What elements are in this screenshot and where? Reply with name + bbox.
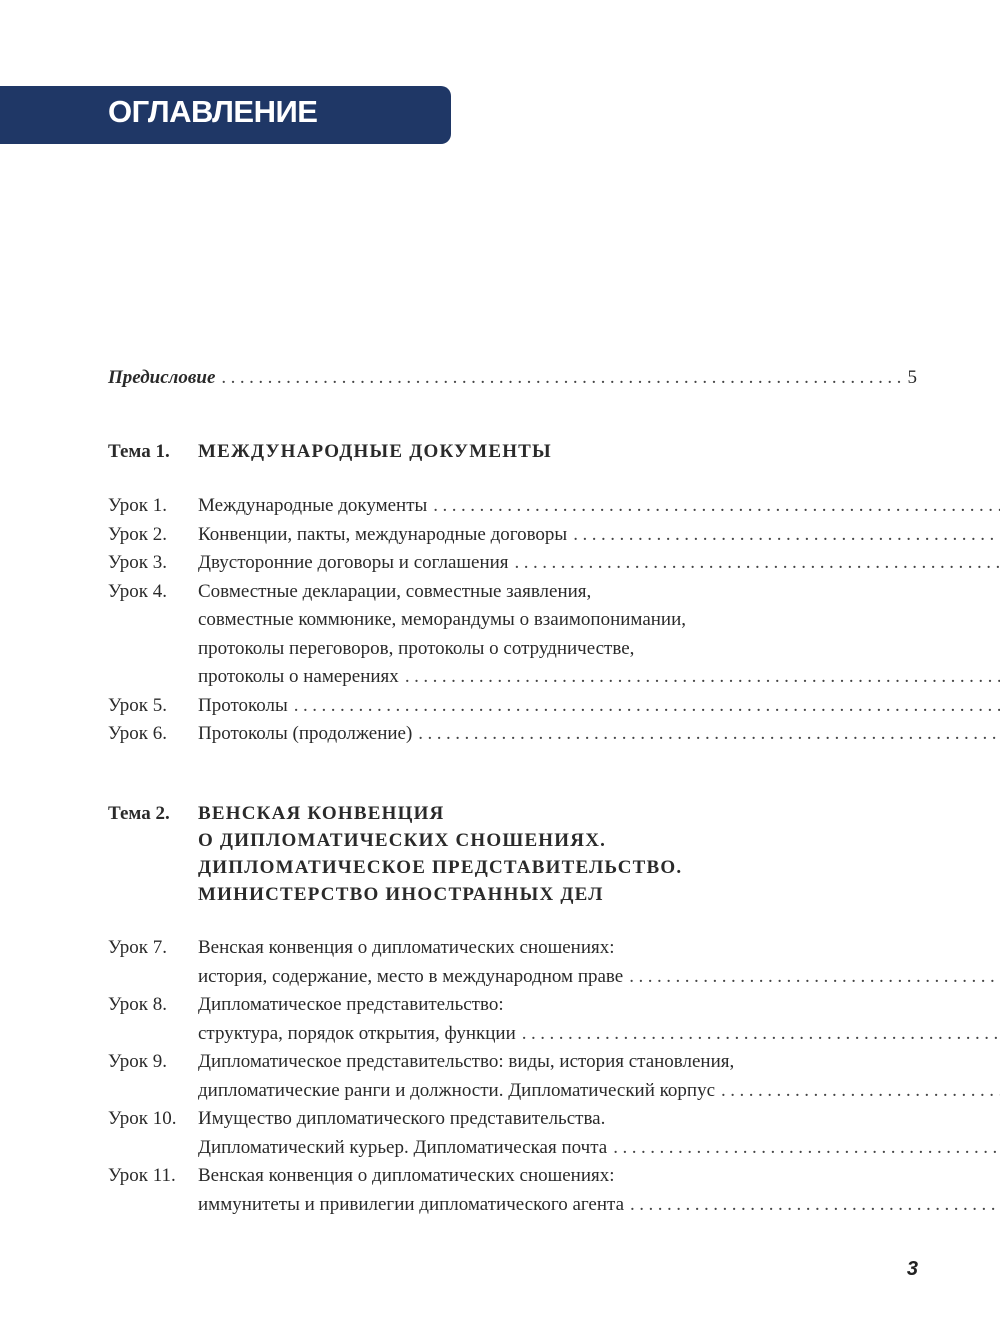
toc-entry-lesson-4[interactable] <box>108 578 917 692</box>
dot-leader <box>630 1191 1000 1220</box>
lesson-number: Урок 7. <box>108 937 168 958</box>
dot-leader <box>522 1020 1000 1049</box>
toc-entry-lesson-10[interactable] <box>108 1105 917 1162</box>
toc-entry-lesson-1[interactable] <box>108 492 917 521</box>
toc-entry-lesson-8[interactable] <box>108 991 917 1048</box>
lesson-title-line: Дипломатическое представительство: <box>198 994 504 1015</box>
lesson-number: Урок 11. <box>108 1165 176 1186</box>
toc-entry-lesson-11[interactable] <box>108 1162 917 1219</box>
lesson-title-line: Дипломатическое представительство: виды, история становления, <box>198 1051 735 1072</box>
lesson-title-line: Совместные декларации, совместные заявления, <box>198 580 592 602</box>
topic-number: Тема 1. <box>108 441 170 462</box>
toc-entry-lesson-6[interactable] <box>108 720 917 749</box>
dot-leader <box>515 549 1000 578</box>
lesson-title-line: иммунитеты и привилегии дипломатического агента <box>198 1193 624 1215</box>
lesson-title-line: Дипломатический курьер. Дипломатическая почта <box>198 1136 608 1158</box>
lesson-number: Урок 2. <box>108 523 168 545</box>
topic-title-line: О ДИПЛОМАТИЧЕСКИХ СНОШЕНИЯХ. <box>198 830 607 851</box>
lesson-title: Протоколы (продолжение) <box>198 723 413 744</box>
lesson-title-line: Венская конвенция о дипломатических сношениях: <box>198 1165 615 1186</box>
lesson-title-line: история, содержание, место в международном праве <box>198 965 624 987</box>
lesson-title-line: Венская конвенция о дипломатических сношениях: <box>198 937 615 958</box>
toc-entry-lesson-7[interactable] <box>108 934 917 991</box>
dot-leader <box>405 663 1000 692</box>
lesson-number: Урок 8. <box>108 994 168 1015</box>
lesson-number: Урок 9. <box>108 1051 168 1072</box>
lesson-title: Международные документы <box>198 495 428 516</box>
lesson-title-line: структура, порядок открытия, функции <box>198 1022 516 1044</box>
dot-leader <box>721 1077 1000 1106</box>
preface-page: 5 <box>907 367 917 388</box>
lesson-number: Урок 1. <box>108 495 168 516</box>
lesson-title-line: Имущество дипломатического представительства. <box>198 1108 606 1129</box>
lesson-number: Урок 3. <box>108 552 168 573</box>
dot-leader <box>221 364 901 392</box>
dot-leader <box>573 521 1000 550</box>
toc-entry-preface[interactable] <box>108 364 917 392</box>
topic-title-line: МЕЖДУНАРОДНЫЕ ДОКУМЕНТЫ <box>198 441 552 462</box>
lesson-title-line: протоколы переговоров, протоколы о сотрудничестве, <box>198 637 635 659</box>
topic-title-line: ВЕНСКАЯ КОНВЕНЦИЯ <box>198 803 445 824</box>
lesson-title: Двусторонние договоры и соглашения <box>198 552 509 573</box>
header-banner <box>0 86 451 144</box>
toc-entry-lesson-5[interactable] <box>108 692 917 721</box>
page-number: 3 <box>906 1258 918 1280</box>
lesson-number: Урок 4. <box>108 580 168 602</box>
lesson-number: Урок 10. <box>108 1108 177 1129</box>
preface-title: Предисловие <box>108 367 216 388</box>
topic-2-heading[interactable] <box>108 800 917 908</box>
lesson-number: Урок 5. <box>108 694 168 716</box>
topic-2-lessons <box>108 934 917 1219</box>
topic-title <box>198 800 682 908</box>
toc-entry-lesson-2[interactable] <box>108 521 917 550</box>
toc-entry-lesson-3[interactable] <box>108 549 917 578</box>
dot-leader <box>418 720 1000 749</box>
topic-title-line: ДИПЛОМАТИЧЕСКОЕ ПРЕДСТАВИТЕЛЬСТВО. <box>198 857 683 878</box>
topic-title <box>198 438 552 465</box>
topic-1-heading[interactable] <box>108 438 917 465</box>
lesson-title: Протоколы <box>198 694 288 716</box>
toc-entry-lesson-9[interactable] <box>108 1048 917 1105</box>
topic-1-lessons <box>108 492 917 749</box>
lesson-number: Урок 6. <box>108 723 168 744</box>
topic-title-line: МИНИСТЕРСТВО ИНОСТРАННЫХ ДЕЛ <box>198 884 604 905</box>
dot-leader <box>294 692 1000 721</box>
lesson-title-line: дипломатические ранги и должности. Дипломатический корпус <box>198 1079 716 1101</box>
dot-leader <box>613 1134 1000 1163</box>
lesson-title-line: протоколы о намерениях <box>198 666 399 687</box>
topic-number: Тема 2. <box>108 803 170 824</box>
dot-leader <box>433 492 1000 521</box>
dot-leader <box>629 963 1000 992</box>
lesson-title-line: совместные коммюнике, меморандумы о взаимопонимании, <box>198 609 687 630</box>
lesson-title: Конвенции, пакты, международные договоры <box>198 523 568 545</box>
toc-title: ОГЛАВЛЕНИЕ <box>108 94 318 129</box>
